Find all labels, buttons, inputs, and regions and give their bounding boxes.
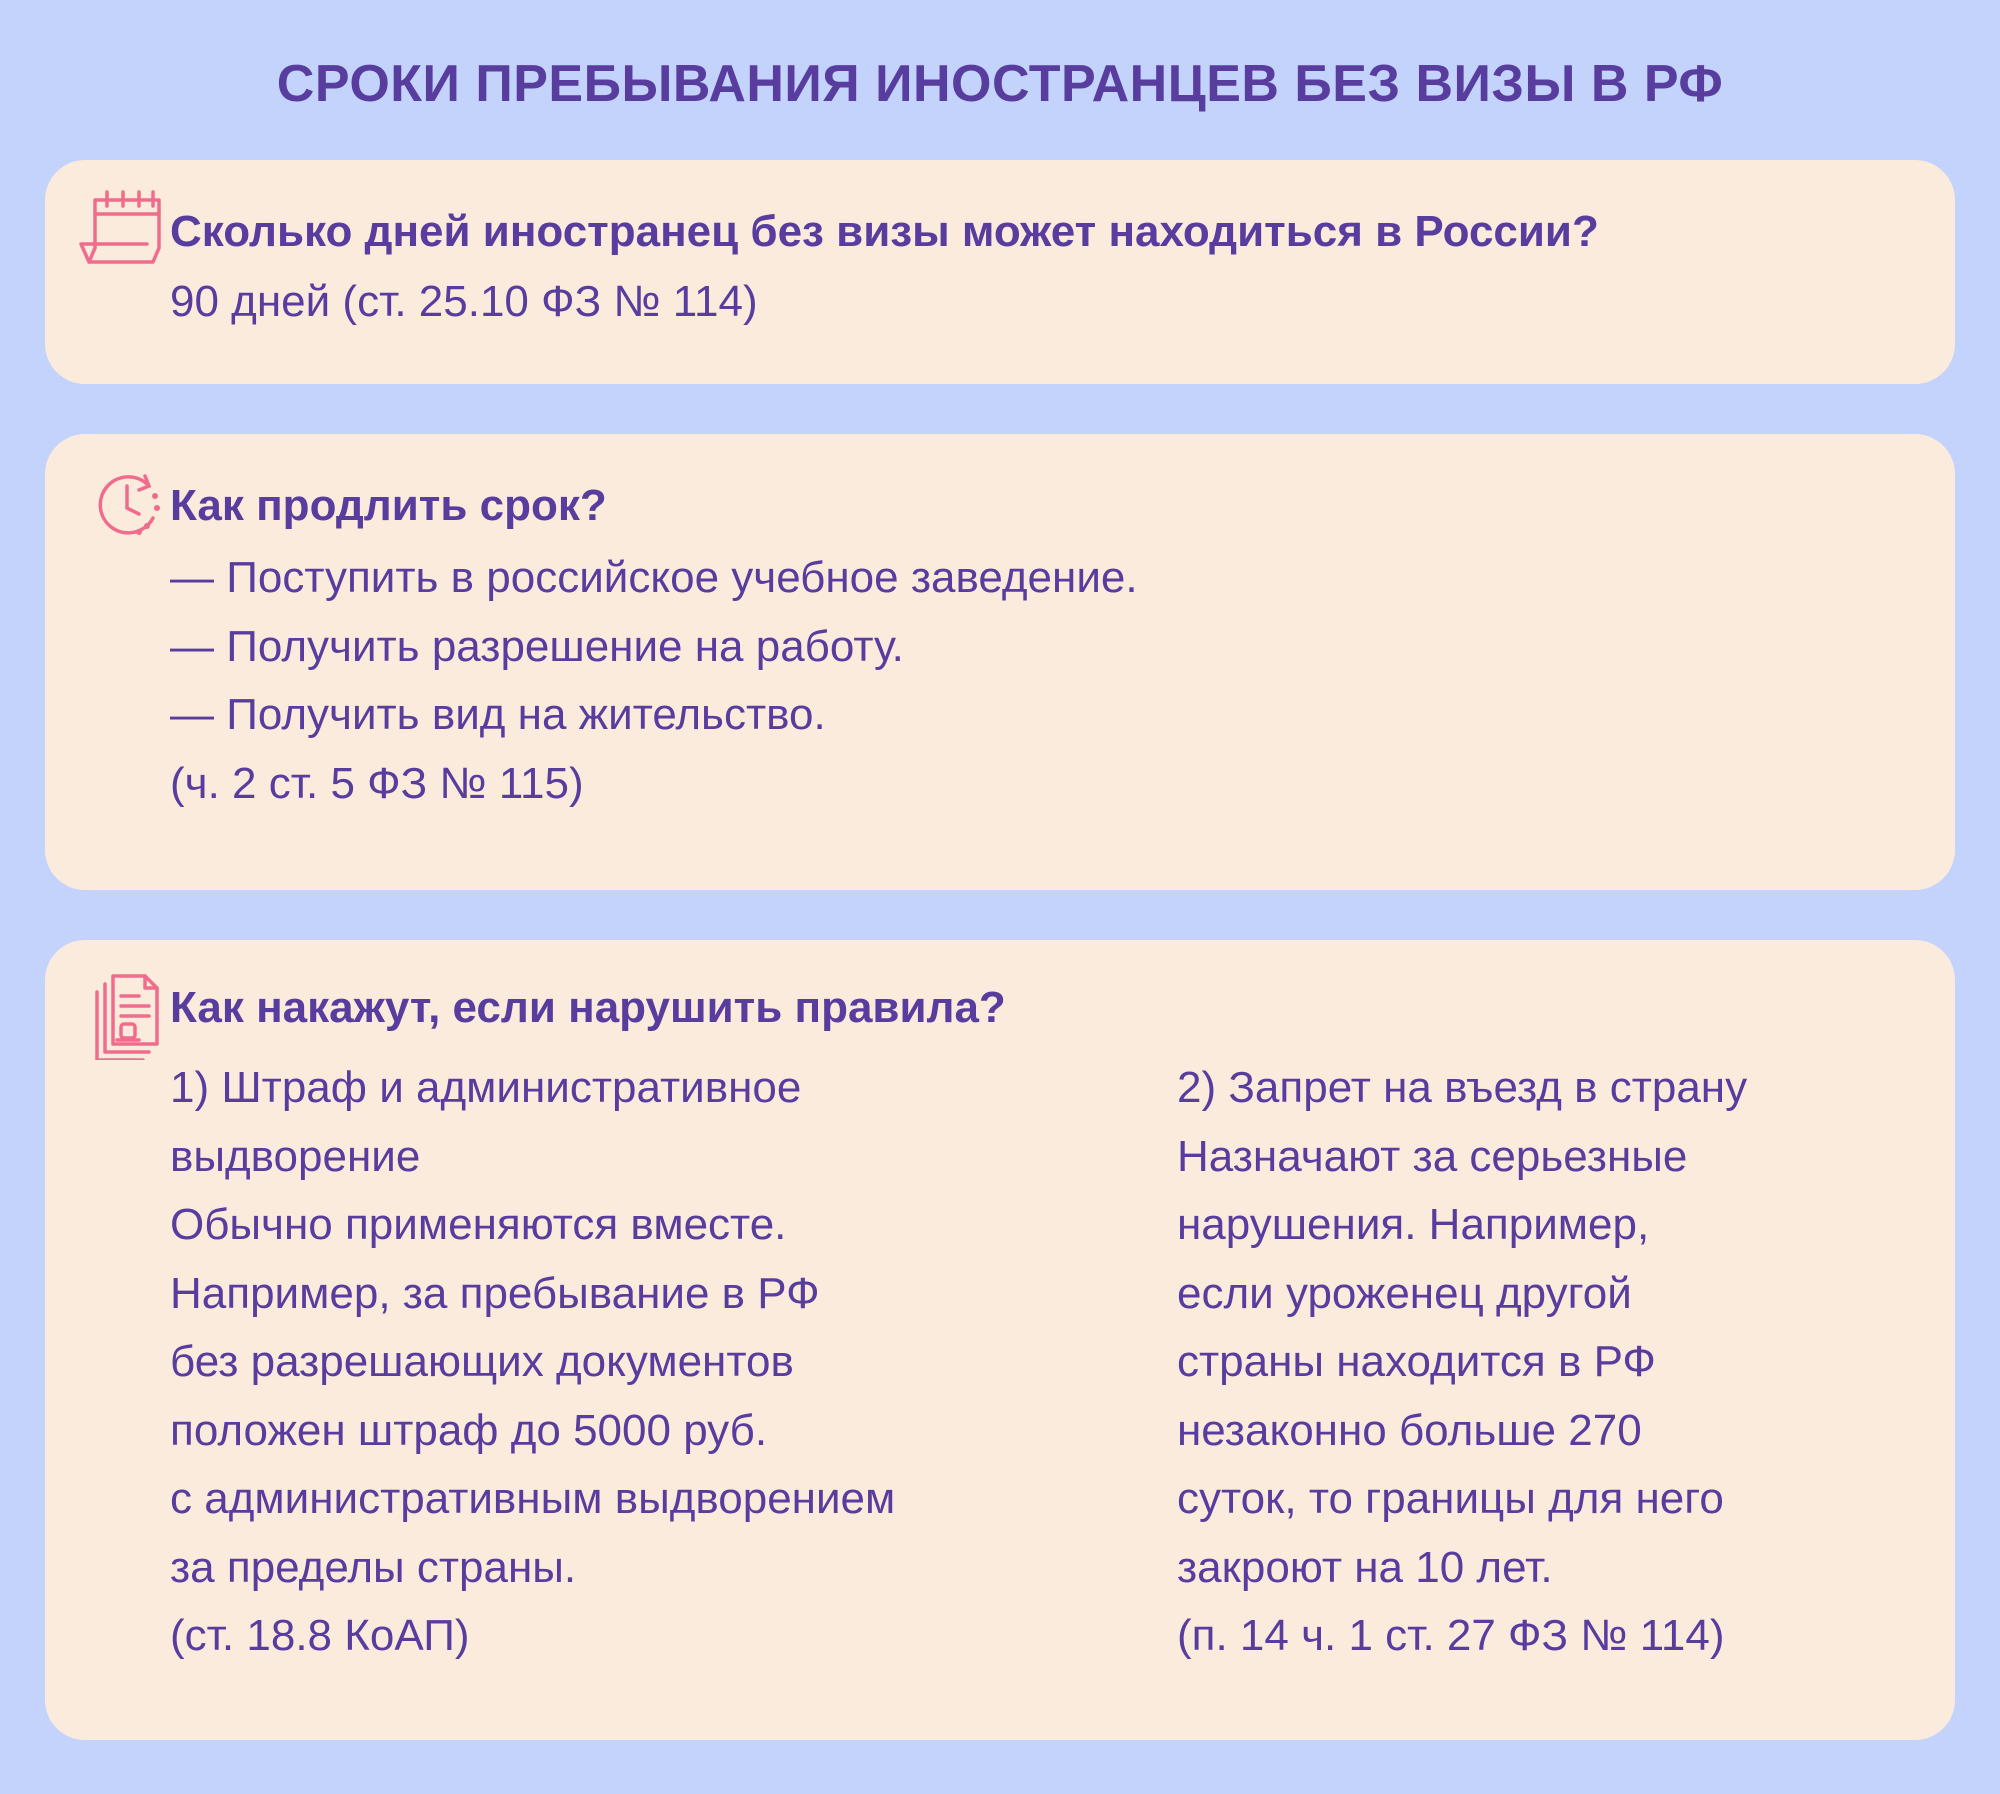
penalty-ban-line: Назначают за серьезные bbox=[1177, 1131, 1688, 1181]
law-reference: (п. 14 ч. 1 ст. 27 ФЗ № 114) bbox=[1177, 1611, 1725, 1660]
penalty-fine-line: с административным выдворением bbox=[170, 1474, 896, 1523]
penalty-ban-line: суток, то границы для него bbox=[1177, 1474, 1724, 1523]
list-item: — Получить разрешение на работу. bbox=[170, 621, 904, 671]
clock-icon bbox=[67, 462, 187, 552]
extend-stay-body bbox=[170, 544, 1138, 818]
penalty-heading: Как накажут, если нарушить правила? bbox=[170, 983, 1006, 1032]
law-reference: (ст. 18.8 КоАП) bbox=[170, 1611, 470, 1660]
extend-stay-card bbox=[45, 434, 1955, 890]
penalty-ban-line: 2) Запрет на въезд в страну bbox=[1177, 1063, 1748, 1112]
penalty-ban-line: незаконно больше 270 bbox=[1177, 1405, 1642, 1455]
penalty-fine-line: Обычно применяются вместе. bbox=[170, 1200, 787, 1249]
list-item: — Получить вид на жительство. bbox=[170, 690, 826, 739]
penalty-ban-line: если уроженец другой bbox=[1177, 1268, 1632, 1318]
extend-stay-heading: Как продлить срок? bbox=[170, 481, 607, 530]
stay-duration-heading: Сколько дней иностранец без визы может находиться в России? bbox=[170, 207, 1599, 256]
stay-duration-card bbox=[45, 160, 1955, 384]
stay-duration-body bbox=[170, 268, 758, 337]
penalty-fine-line: положен штраф до 5000 руб. bbox=[170, 1405, 768, 1455]
list-item: — Поступить в российское учебное заведение. bbox=[170, 553, 1138, 602]
penalty-fine-line: за пределы страны. bbox=[170, 1542, 577, 1592]
penalty-card bbox=[45, 940, 1955, 1740]
penalty-fine-line: Например, за пребывание в РФ bbox=[170, 1268, 820, 1318]
page-title: СРОКИ ПРЕБЫВАНИЯ ИНОСТРАНЦЕВ БЕЗ ВИЗЫ В РФ bbox=[276, 55, 1724, 113]
stay-duration-text: 90 дней (ст. 25.10 ФЗ № 114) bbox=[170, 277, 758, 326]
calendar-icon bbox=[67, 182, 187, 272]
penalty-fine-line: без разрешающих документов bbox=[170, 1337, 794, 1386]
document-stamp-icon bbox=[67, 970, 187, 1060]
law-reference: (ч. 2 ст. 5 ФЗ № 115) bbox=[170, 758, 584, 808]
penalty-ban-line: нарушения. Например, bbox=[1177, 1200, 1650, 1249]
penalty-ban-line: закроют на 10 лет. bbox=[1177, 1542, 1553, 1592]
penalty-fine-column bbox=[170, 1054, 895, 1671]
penalty-ban-line: страны находится в РФ bbox=[1177, 1337, 1656, 1386]
penalty-ban-column bbox=[1177, 1054, 1747, 1671]
penalty-fine-line: 1) Штраф и административное bbox=[170, 1063, 802, 1112]
penalty-fine-line: выдворение bbox=[170, 1131, 421, 1181]
